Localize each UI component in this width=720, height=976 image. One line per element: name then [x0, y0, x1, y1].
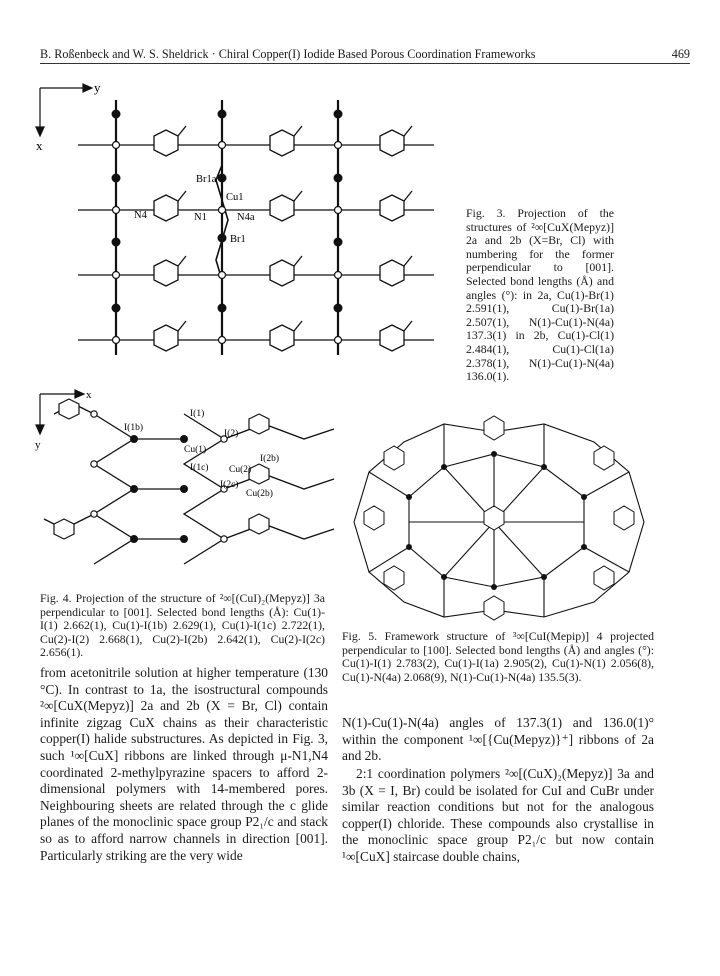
fig4-label-i1b: I(1b) [124, 423, 143, 433]
fig4-label-cu2: Cu(2) [229, 465, 252, 475]
figure-3-caption: Fig. 3. Projection of the structures of ²∞[CuX(Mepyz)] 2a and 2b (X=Br, Cl) with numbering for the former perpendicular to [001]. Selected bond lengths (Å) and angles (°): in 2a, Cu(1)-Br(1) 2.591(1), Cu(1)-Br(1a) 2.507(1), N(1)-Cu(1)-N(4a) 137.3(1) in 2b, Cu(1)-Cl(1) 2.484(1), Cu(1)-Cl(1a) 2.378(1), N(1)-Cu(1)-N(4a) 136.0(1). [466, 206, 614, 384]
body-right-paragraph-1: N(1)-Cu(1)-N(4a) angles of 137.3(1) and 136.0(1)° within the component ¹∞[{Cu(Mepyz)}⁺] ribbons of 2a and 2b. [342, 715, 654, 764]
figure-4-drawing [34, 384, 344, 584]
fig3-label-br1a: Br1a [196, 174, 217, 185]
fig3-ligand-rows [78, 145, 434, 340]
fig3-axis-y-label: y [94, 80, 101, 95]
fig3-rings [154, 130, 404, 351]
fig3-label-n4: N4 [134, 210, 147, 221]
figure-3 [34, 70, 454, 370]
fig3-axis-x-label: x [36, 138, 43, 153]
fig5-rings [364, 416, 634, 620]
fig3-methyls [178, 126, 412, 331]
body-right-paragraph-2: 2:1 coordination polymers ²∞[(CuX)₂(Mepyz)] 3a and 3b (X = I, Br) could be isolated for CuI and CuBr under similar reaction conditions but not for the analogous copper(I) chloride. These compounds also crystallise in the monoclinic space group P2₁/c but now contain ¹∞[CuX] staircase double chains, [342, 766, 654, 864]
fig4-label-i1c: I(1c) [190, 463, 209, 473]
fig3-label-cu1: Cu1 [226, 192, 244, 203]
fig4-bonds [44, 404, 334, 564]
fig4-label-i2b: I(2b) [260, 454, 279, 464]
fig4-axis-y-label: y [35, 439, 41, 451]
fig3-axes [36, 84, 92, 136]
fig4-label-i2: I(2) [224, 429, 239, 439]
running-title: B. Roßenbeck and W. S. Sheldrick · Chiral Copper(I) Iodide Based Porous Coordination Frameworks [40, 47, 536, 61]
body-left-column: from acetonitrile solution at higher temperature (130 °C). In contrast to 1a, the isostructural compounds ²∞[CuX(Mepyz)] 2a and 2b (X = Br, Cl) contain infinite zigzag CuX chains as their characteristic copper(I) halide substructures. As depicted in Fig. 3, such ¹∞[CuX] ribbons are linked through μ-N1,N4 coordinated 2-methylpyrazine spacers to afford 2-dimensional polymers with 14-membered pores. Neighbouring sheets are related through the c glide planes of the monoclinic space group P2₁/c and stack so as to afford narrow channels in direction [001]. Particularly striking are the very wide [40, 665, 328, 863]
fig3-cu-atoms [113, 142, 342, 344]
fig4-label-i2c: I(2c) [220, 480, 239, 490]
figure-4 [34, 384, 344, 584]
fig3-chains [116, 100, 338, 355]
fig4-cu-atoms [91, 411, 227, 542]
figure-5-caption: Fig. 5. Framework structure of ³∞[CuI(Mepip)] 4 projected perpendicular to [100]. Selected bond lengths (Å) and angles (°): Cu(1)-I(1) 2.783(2), Cu(1)-I(1a) 2.905(2), Cu(1)-N(1) 2.056(8), Cu(1)-N(4a) 2.068(9), N(1)-Cu(1)-N(4a) 135.5(3). [342, 629, 654, 684]
fig3-label-br1: Br1 [230, 234, 246, 245]
fig3-label-n1: N1 [194, 212, 207, 223]
figure-5 [344, 412, 654, 624]
figure-4-caption: Fig. 4. Projection of the structure of ²∞[(CuI)₂(Mepyz)] 3a perpendicular to [001]. Selected bond lengths (Å): Cu(1)-I(1) 2.662(1), Cu(1)-I(1b) 2.629(1), Cu(1)-I(1c) 2.722(1), Cu(2)-I(2) 2.668(1), Cu(2)-I(2b) 2.642(1), Cu(2)-I(2c) 2.656(1). [40, 591, 325, 660]
fig4-label-cu2b: Cu(2b) [246, 489, 273, 499]
running-header [40, 47, 690, 64]
fig4-label-i1: I(1) [190, 409, 205, 419]
page-number: 469 [671, 47, 690, 61]
fig4-axis-x-label: x [86, 389, 92, 401]
fig4-label-cu1: Cu(1) [184, 445, 207, 455]
fig3-label-n4a: N4a [237, 212, 255, 223]
figure-3-drawing [34, 70, 454, 370]
figure-5-drawing [344, 412, 654, 624]
